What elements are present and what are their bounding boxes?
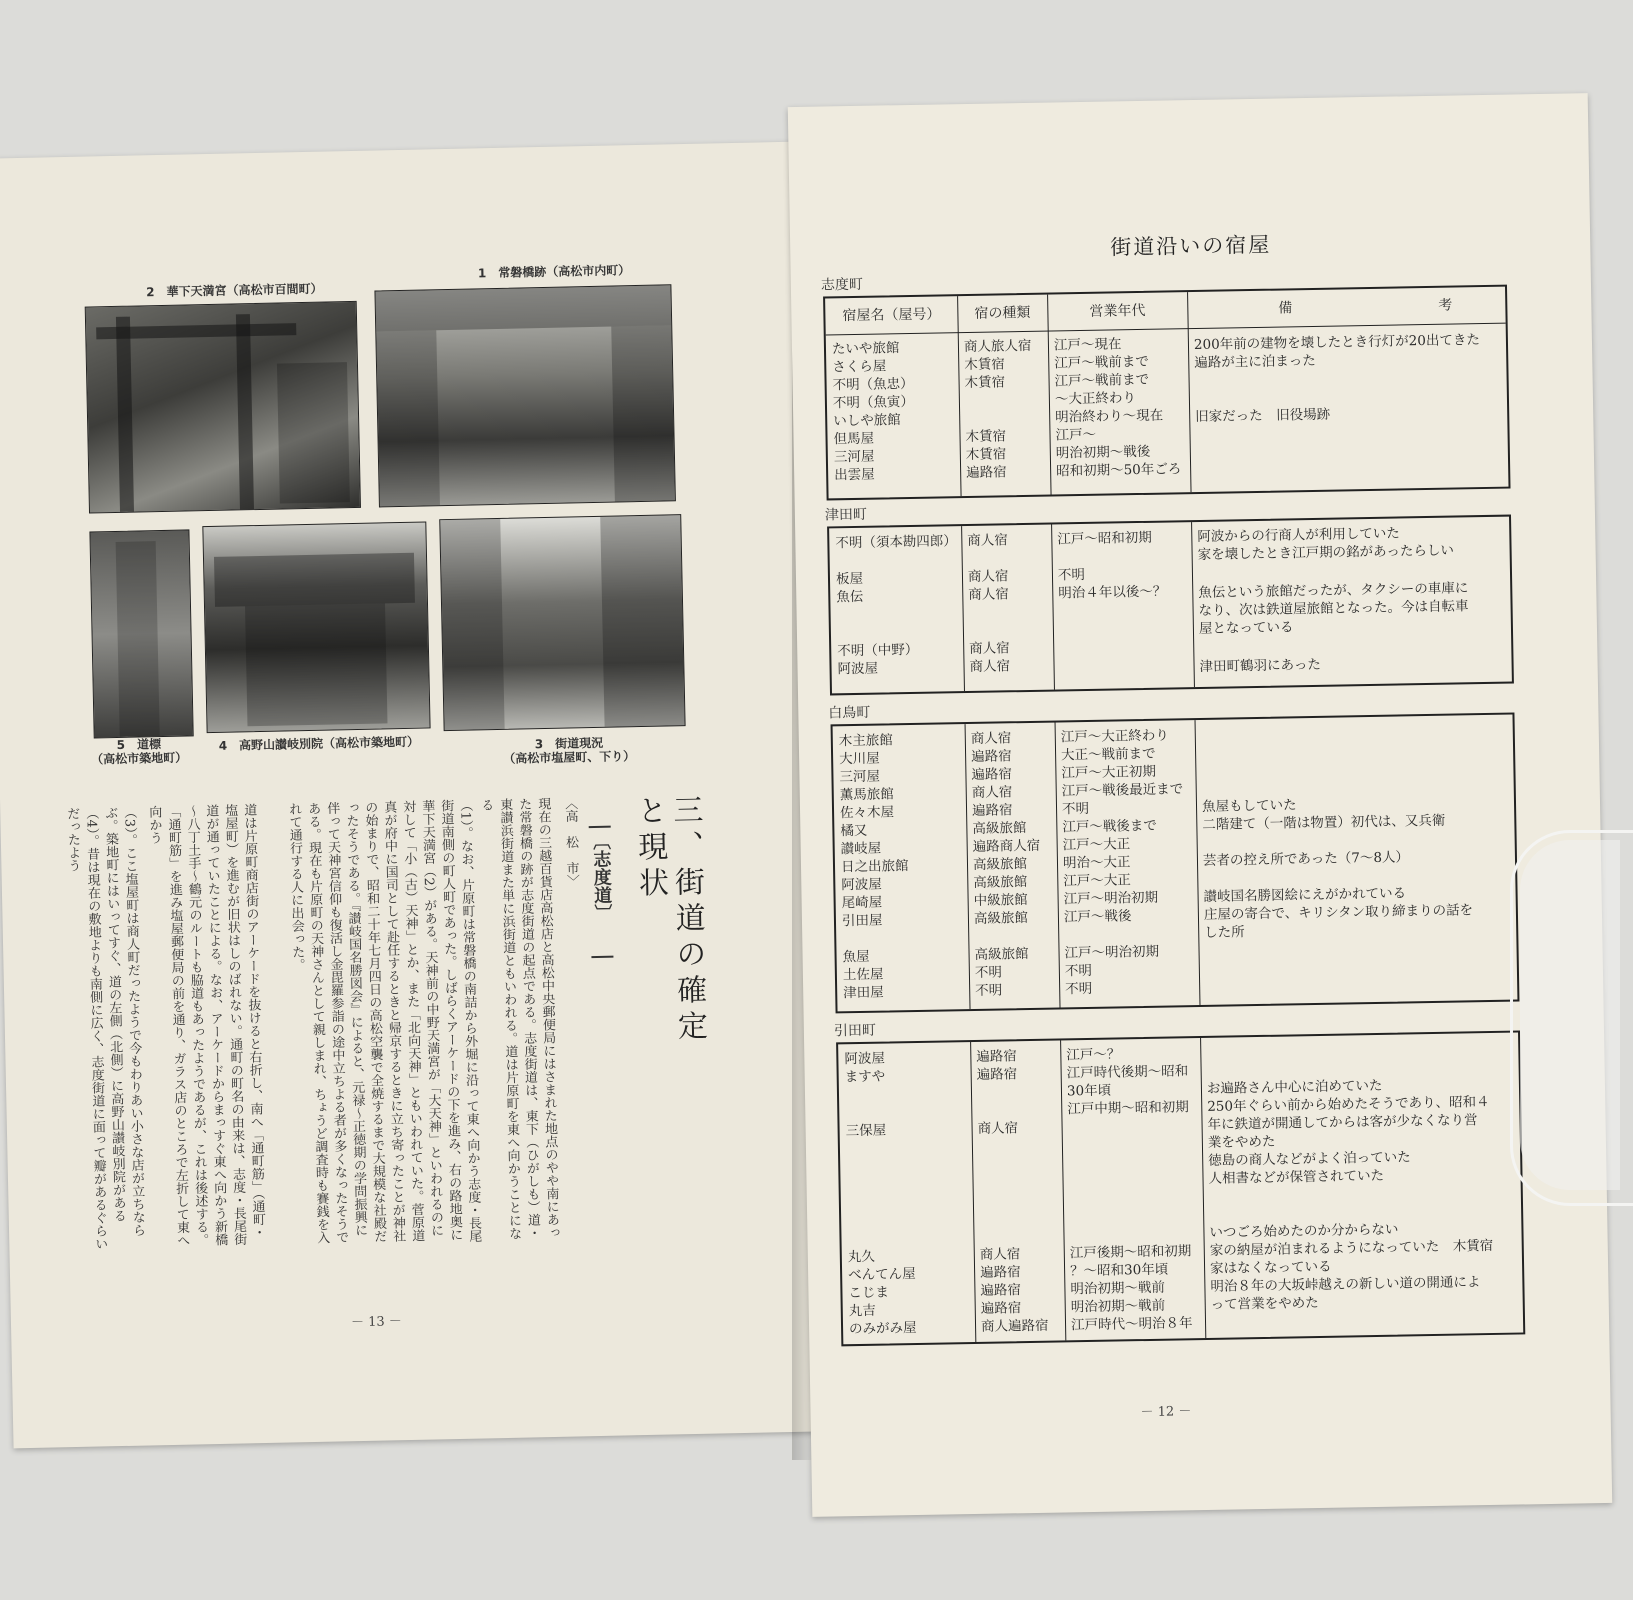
photo-michishirube (89, 529, 193, 738)
header-name: 宿屋名（屋号） (842, 306, 941, 325)
caption-3-line1: 3 街道現況 (534, 735, 604, 752)
photo-kaido-genkyo (439, 514, 685, 731)
photo-caption-5 (79, 736, 200, 767)
subheading: 〔志度道〕 (589, 826, 614, 958)
shido-note-1: 200年前の建物を壊したとき行灯が20出てきた 遍路が主に泊まった (1193, 332, 1481, 372)
photo-caption-2: 2 華下天満宮（高松市百間町） (146, 281, 323, 300)
section-heading: 三、街道の確定と現状 (631, 793, 708, 1047)
tsuda-names: 不明（須本勘四郎） 板屋 魚伝 不明（中野） 阿波屋 (835, 533, 957, 678)
photo-caption-1: 1 常磐橋跡（高松市内町） (477, 263, 631, 281)
town-label-hiketa: 引田町 (833, 1022, 877, 1040)
right-page (788, 93, 1612, 1517)
tsuda-note-1: 阿波からの行商人が利用していた 家を壊したとき江戸期の銘があったらしい (1197, 525, 1455, 564)
caption-5-line1: 5 道標 (116, 737, 162, 753)
shirotori-note-1: 魚屋もしていた 二階建て（一階は物置）初代は、又兵衛 (1201, 797, 1446, 833)
shirotori-periods: 江戸～大正終わり 大正～戦前まで 江戸～大正初期 江戸～戦後最近まで 不明 江戸～戦後まで 江戸～大正 明治～大正 江戸～大正 江戸～明治初期 江戸～戦後 江戸～明治初期 不明 不明 (1060, 727, 1184, 998)
table-shirotori (831, 712, 1520, 1013)
photo-caption-3 (469, 734, 670, 766)
shido-types: 商人旅人宿 木賃宿 木賃宿 木賃宿 木賃宿 遍路宿 (963, 337, 1032, 482)
town-label-shido: 志度町 (820, 276, 864, 294)
page-number-left: － 13 － (350, 1314, 402, 1331)
hiketa-note-1: お遍路さん中心に泊めていた 250年ぐらい前から始めたそうであり、昭和４ 年に鉄道が開通してからは客が少なくなり営 業をやめた 徳島の商人などがよく泊っていた 人相書などが保管されていた (1206, 1077, 1490, 1187)
caption-3-line2: （高松市塩屋町、下り） (503, 749, 636, 766)
header-type: 宿の種類 (974, 304, 1031, 322)
shirotori-types: 商人宿 遍路宿 遍路宿 商人宿 遍路宿 高級旅館 遍路商人宿 高級旅館 高級旅館 中級旅館 高級旅館 高級旅館 不明 不明 (970, 730, 1041, 999)
tsuda-note-3: 津田町鶴羽にあった (1199, 656, 1322, 675)
hiketa-types: 遍路宿 遍路宿 商人宿 商人宿 遍路宿 遍路宿 遍路宿 商人遍路宿 (976, 1048, 1049, 1335)
table-tsuda (827, 515, 1514, 696)
paragraph-1: 現在の三越百貨店高松店と高松中央郵便局にはさまれた地点のやや南にあった常磐橋の跡が志度街道の起点である。志度街道は、東下（ひがしも）道・東讃浜街道また単に浜街道ともいわれる。道は片原町を東へ向かうことになる (478, 796, 560, 1240)
page-number-right: － 12 － (1140, 1404, 1192, 1421)
paragraph-2: （1）。なお、片原町は常磐橋の南詰から外堀に沿って東へ向かう志度・長尾街道南側の町人町であった。しばらくアーケードの下を進み、右の路地奥に華下天満宮（2）がある。天神前の中野天満宮が「大天神」といわれるのに対して「小（古）天神」とか、また「北向天神」ともいわれていた。菅原道真が府中に国司として赴任するときと帰京するときに立ち寄ったことが神社の始まりで、昭和二十年七月四日の高松空襲で全焼するまで大規模な社殿だったそうである。『讃岐国名勝図会』によると、元禄～正徳期の学問振興に伴って天神宮信仰も復活し金毘羅参詣の途中立ちよる者が多くなったそうである。現在も片原町の天神さんとして親しまれ、ちょうど調査時も賽銭を入れて通行する人に出会った。 (286, 798, 482, 1244)
hand-edge (1510, 830, 1633, 1206)
paragraph-4: （3）。ここ塩屋町は商人町だったようで今もわりあい小さな店が立ちならぶ。築地町にはいってすぐ、道の左側（北側）に高野山讃岐別院がある（4）。昔は現在の敷地よりも南側に広く、志度街道に面って瓣があるぐらいだったよう (64, 805, 146, 1251)
header-period: 営業年代 (1089, 302, 1146, 320)
tsuda-periods: 江戸～昭和初期 不明 明治４年以後～？ (1057, 529, 1167, 602)
paragraph-3: 道は片原町商店街のアーケードを抜けると右折し、南へ「通町筋」（通町・塩屋町）を進むが旧状はしのばれない。通町の町名の由来は、志度・長尾街道が通っていたことによる。なお、アーケードからまっすぐ東へ向かう新橋～八丁土手～鶴元のルートも脇道もあったようであるが、これは後述する。「通町筋」を進み塩屋郵便局の前を通り、ガラス店のところで左折して東へ向かう (146, 803, 266, 1247)
town-label-tsuda: 津田町 (824, 506, 868, 524)
hiketa-names: 阿波屋 ますや 三保屋 丸久 べんてん屋 こじま 丸吉 のみがみ屋 (844, 1050, 917, 1338)
shido-note-2: 旧家だった 旧役場跡 (1195, 406, 1331, 426)
shirotori-names: 木主旅館 大川屋 三河屋 薫馬旅館 佐々木屋 橘又 讃岐屋 日之出旅館 阿波屋 尾崎屋 引田屋 魚屋 土佐屋 津田屋 (838, 732, 909, 1002)
shirotori-note-2: 芸者の控え所であった（7～8人） (1202, 849, 1410, 869)
photo-koyasan-sanuki-betsuin (202, 521, 430, 733)
photo-tokiwabashi (374, 284, 675, 507)
header-note-b: 考 (1438, 297, 1453, 314)
photo-caption-4: 4 高野山讃岐別院（高松市築地町） (218, 734, 420, 753)
hiketa-note-2: いつごろ始めたのか分からない 家の納屋が泊まれるようになっていた 木賃宿 家はなくなっている 明治８年の大坂峠越えの新しい道の開通によ って営業をやめた (1209, 1221, 1494, 1313)
location-label: 〈高 松 市〉 (562, 796, 579, 888)
tsuda-types: 商人宿 商人宿 商人宿 商人宿 商人宿 (967, 532, 1011, 675)
hiketa-periods: 江戸～？ 江戸時代後期～昭和 30年頃 江戸中期～昭和初期 江戸後期～昭和初期 ？～昭和30年頃 明治初期～戦前 明治初期～戦前 江戸時代～明治８年 (1066, 1046, 1193, 1334)
table-title: 街道沿いの宿屋 (1110, 232, 1272, 260)
photo-kashita-tenmangu (85, 301, 361, 514)
left-page (0, 142, 821, 1449)
town-label-shirotori: 白鳥町 (828, 704, 871, 722)
header-note-a: 備 (1278, 300, 1293, 317)
tsuda-note-2: 魚伝という旅館だったが、タクシーの車庫に なり、次は鉄道屋旅館となった。今は自転車 屋となっている (1198, 580, 1469, 637)
shido-periods: 江戸～現在 江戸～戦前まで 江戸～戦前まで ～大正終わり 明治終わり～現在 江戸～ 明治初期～戦後 昭和初期～50年ごろ (1053, 336, 1182, 480)
table-shido (823, 285, 1510, 501)
shido-names: たいや旅館 さくら屋 不明（魚忠） 不明（魚寅） いしや旅館 但馬屋 三河屋 出雲屋 (831, 340, 915, 484)
shirotori-note-3: 讃岐国名勝図絵にえがかれている 庄屋の寄合で、キリシタン取り締まりの話を した所 (1203, 885, 1474, 941)
table-hiketa (836, 1030, 1525, 1346)
caption-5-line2: （高松市築地町） (91, 750, 188, 767)
